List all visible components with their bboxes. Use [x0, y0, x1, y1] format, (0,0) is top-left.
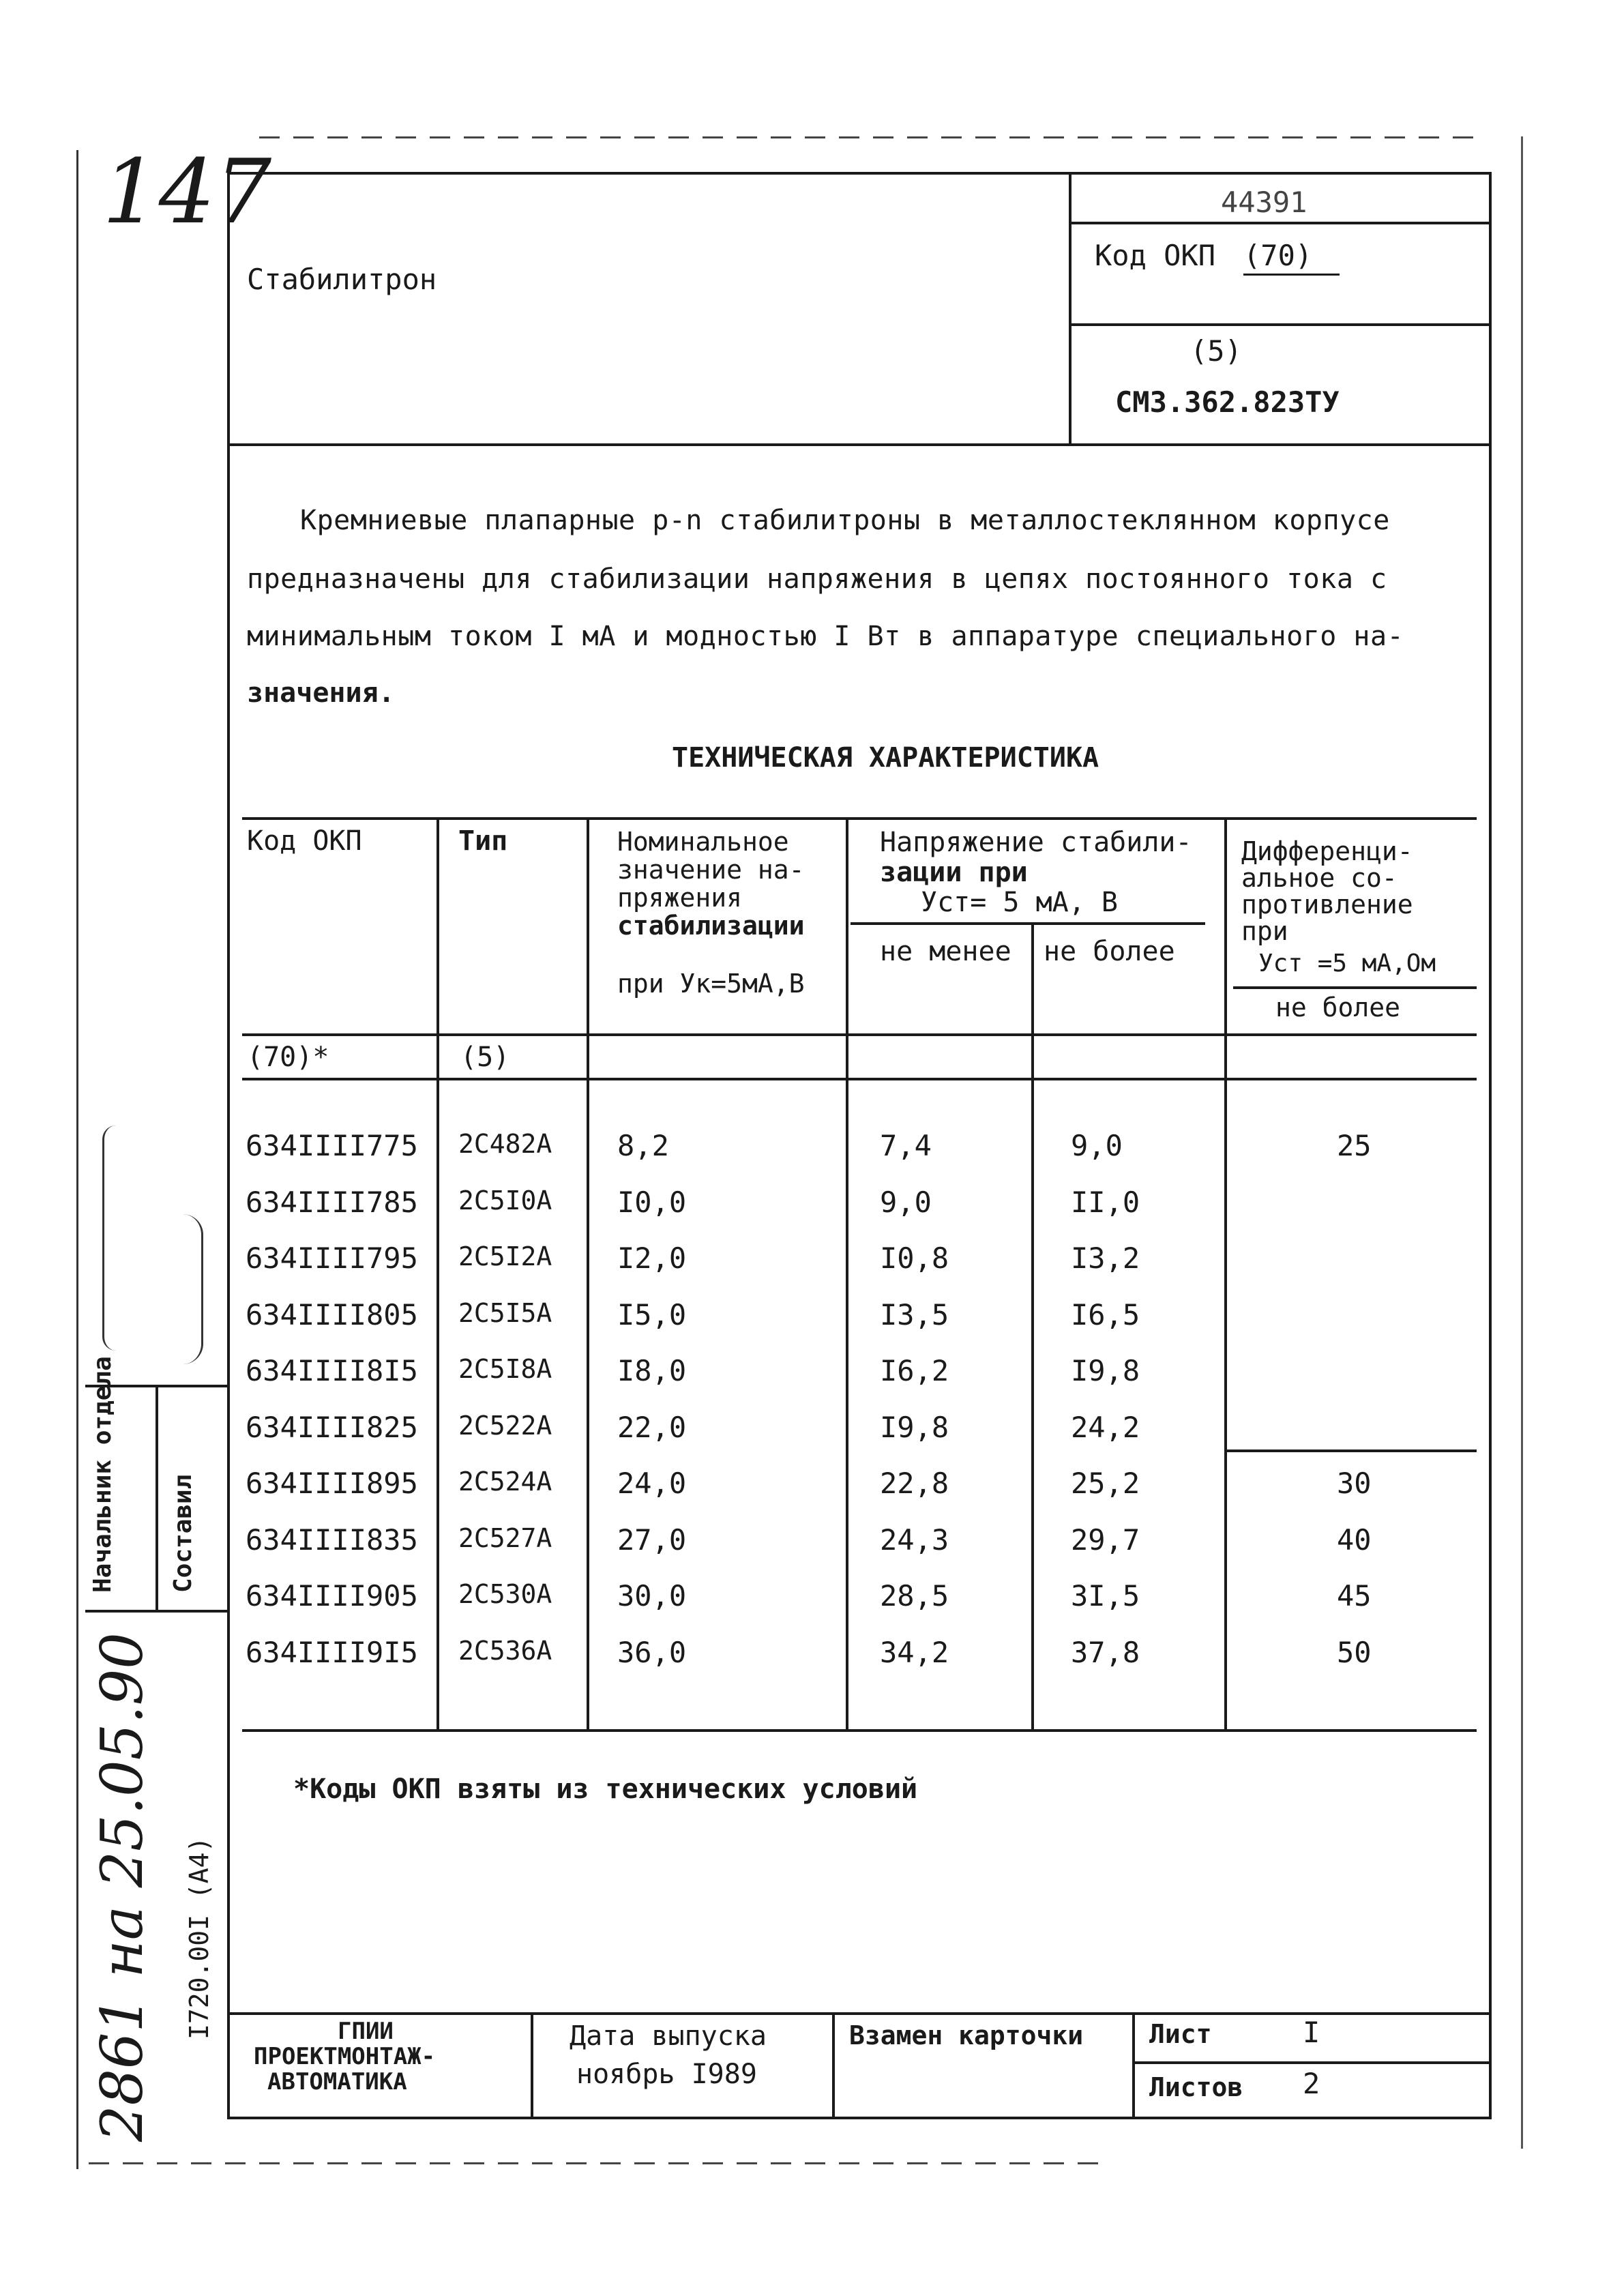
header-diff-3: противление [1241, 889, 1413, 919]
table-cell-code: 634IIII795 [246, 1241, 418, 1275]
header-nominal-1: Номинальное [617, 827, 789, 857]
header-nominal-3: пряжения [617, 883, 743, 913]
table-cell-type: 2С524А [458, 1467, 552, 1497]
table-cell-min: I6,2 [880, 1354, 949, 1387]
footer-sheet-rule [1132, 2061, 1492, 2064]
description-line-2: предназначены для стабилизации напряжения в цепях постоянного тока с [247, 563, 1387, 595]
table-cell-max: I6,5 [1071, 1297, 1140, 1331]
right-binding-line [1521, 136, 1523, 2149]
stamp-number: 44391 [1221, 186, 1307, 219]
table-cell-diff: 50 [1337, 1635, 1372, 1669]
table-cell-type: 2С530А [458, 1579, 552, 1609]
header-bottom-rule [227, 443, 1492, 446]
header-nominal-5: при Ук=5мА,В [617, 969, 805, 999]
table-cell-type: 2С482А [458, 1129, 552, 1159]
section-title: ТЕХНИЧЕСКАЯ ХАРАКТЕРИСТИКА [672, 742, 1099, 774]
footer-sheet-label: Лист [1149, 2019, 1212, 2049]
footer-sheet-value: I [1303, 2016, 1320, 2049]
header-voltage-3: Уст= 5 мА, В [921, 887, 1118, 918]
footer-sheets-label: Листов [1149, 2072, 1243, 2102]
table-cell-type: 2С5I8А [458, 1354, 552, 1384]
stamp-rule [1069, 222, 1492, 224]
side-label-compiled: Составил [169, 1474, 197, 1593]
table-cell-max: I9,8 [1071, 1354, 1140, 1387]
top-scan-dashes [259, 136, 1487, 138]
table-cell-max: 24,2 [1071, 1410, 1140, 1444]
table-cell-code: 634IIII775 [246, 1129, 418, 1162]
footnote: *Коды ОКП взяты из технических условий [293, 1773, 918, 1805]
header-voltage-2: зации при [880, 857, 1028, 888]
table-cell-min: 9,0 [880, 1185, 932, 1219]
table-cell-type: 2С522А [458, 1410, 552, 1441]
header-max: не более [1044, 936, 1175, 967]
diff-subheader-rule [1233, 986, 1477, 989]
code-row-code: (70)* [247, 1042, 329, 1073]
table-cell-type: 2С5I2А [458, 1241, 552, 1271]
table-cell-type: 2С5I0А [458, 1185, 552, 1216]
header-divider [1069, 172, 1071, 445]
table-cell-nominal: 36,0 [617, 1635, 687, 1669]
signature-compiled [174, 1214, 203, 1364]
table-cell-code: 634IIII785 [246, 1185, 418, 1219]
left-binding-line [76, 150, 78, 2169]
footer-sheets-value: 2 [1303, 2067, 1320, 2100]
table-top-rule [242, 817, 1477, 820]
tu-number: СМЗ.362.823ТУ [1115, 385, 1340, 419]
footer-divider-3 [1132, 2012, 1135, 2119]
table-cell-type: 2С527А [458, 1522, 552, 1553]
table-cell-max: II,0 [1071, 1185, 1140, 1219]
table-cell-type: 2С5I5А [458, 1297, 552, 1328]
table-code-rule [242, 1078, 1477, 1080]
description-line-1: Кремниевые плапарные p-n стабилитроны в металлостеклянном корпусе [300, 505, 1390, 536]
table-cell-nominal: 22,0 [617, 1410, 687, 1444]
col-rule-3 [846, 817, 848, 1731]
table-cell-nominal: 24,0 [617, 1467, 687, 1500]
table-cell-max: 37,8 [1071, 1635, 1140, 1669]
header-min: не менее [880, 936, 1011, 967]
table-cell-min: I3,5 [880, 1297, 949, 1331]
footer-replaces-label: Взамен карточки [849, 2020, 1084, 2050]
code-row-type: (5) [460, 1042, 510, 1073]
table-cell-max: 25,2 [1071, 1467, 1140, 1500]
header-code: Код ОКП [247, 825, 362, 857]
table-cell-nominal: I2,0 [617, 1241, 687, 1275]
table-cell-max: 3I,5 [1071, 1579, 1140, 1613]
table-cell-nominal: 8,2 [617, 1129, 669, 1162]
table-cell-code: 634IIII825 [246, 1410, 418, 1444]
header-nominal-2: значение на- [617, 855, 805, 885]
table-cell-min: 34,2 [880, 1635, 949, 1669]
header-nominal-4: стабилизации [617, 911, 805, 941]
handwritten-margin-note: 2861 на 25.05.90 [89, 1632, 156, 2142]
side-block-divider [156, 1385, 158, 1610]
table-cell-code: 634IIII8I5 [246, 1354, 418, 1387]
header-diff-2: альное со- [1241, 863, 1398, 893]
table-header-rule [242, 1033, 1477, 1036]
table-cell-min: 7,4 [880, 1129, 932, 1162]
table-cell-max: 9,0 [1071, 1129, 1123, 1162]
side-form-code: I720.00I (А4) [184, 1836, 214, 2040]
footer-release-date: ноябрь I989 [576, 2059, 757, 2090]
col-rule-5 [1224, 817, 1227, 1731]
handwritten-page-number: 147 [102, 140, 272, 244]
table-cell-code: 634IIII895 [246, 1467, 418, 1500]
table-cell-nominal: I8,0 [617, 1354, 687, 1387]
table-cell-min: 24,3 [880, 1522, 949, 1557]
header-diff-5: Уст =5 мА,Ом [1258, 950, 1436, 977]
table-cell-min: I0,8 [880, 1241, 949, 1275]
table-cell-type: 2С536А [458, 1635, 552, 1666]
product-name: Стабилитрон [247, 263, 437, 296]
table-cell-nominal: I0,0 [617, 1185, 687, 1219]
col-rule-2 [587, 817, 589, 1731]
header-diff-4: при [1241, 916, 1288, 946]
table-cell-diff: 25 [1337, 1129, 1372, 1162]
table-cell-code: 634IIII835 [246, 1522, 418, 1557]
side-label-dept-head: Начальник отдела [89, 1356, 117, 1593]
table-cell-code: 634IIII905 [246, 1579, 418, 1613]
table-cell-min: 28,5 [880, 1579, 949, 1613]
table-cell-max: 29,7 [1071, 1522, 1140, 1557]
footer-org-3: АВТОМАТИКА [267, 2068, 407, 2095]
table-cell-diff: 30 [1337, 1467, 1372, 1500]
description-line-3: минимальным током I мА и модностью I Вт в аппаратуре специального на- [247, 621, 1404, 652]
table-cell-diff: 45 [1337, 1579, 1372, 1613]
okp-rule [1069, 323, 1492, 326]
col-rule-1 [437, 817, 439, 1731]
signature-dept-head [102, 1125, 132, 1351]
table-cell-nominal: I5,0 [617, 1297, 687, 1331]
header-diff-1: Дифференци- [1241, 836, 1413, 866]
diff-group-rule [1224, 1449, 1477, 1452]
footer-divider-2 [832, 2012, 835, 2119]
table-cell-code: 634IIII9I5 [246, 1635, 418, 1669]
footer-org-1: ГПИИ [338, 2018, 394, 2045]
side-block-bottom-rule [85, 1610, 228, 1613]
header-diff-6: не более [1275, 992, 1401, 1022]
table-cell-nominal: 27,0 [617, 1522, 687, 1557]
footer-divider-1 [531, 2012, 533, 2119]
bottom-scan-dashes [89, 2162, 1112, 2164]
table-cell-nominal: 30,0 [617, 1579, 687, 1613]
okp-code-label: Код ОКП [1095, 239, 1216, 272]
table-cell-max: I3,2 [1071, 1241, 1140, 1275]
header-voltage-1: Напряжение стабили- [880, 827, 1192, 858]
table-cell-diff: 40 [1337, 1522, 1372, 1557]
voltage-subheader-rule [851, 922, 1205, 925]
footer-org-2: ПРОЕКТМОНТАЖ- [254, 2043, 436, 2070]
table-cell-min: 22,8 [880, 1467, 949, 1500]
footer-release-label: Дата выпуска [570, 2020, 767, 2052]
table-cell-code: 634IIII805 [246, 1297, 418, 1331]
description-line-4: значения. [247, 677, 395, 709]
col-rule-4 [1031, 922, 1034, 1731]
footer-top-rule [227, 2012, 1492, 2015]
okp-code-value: (70) [1243, 239, 1340, 276]
tu-class: (5) [1190, 334, 1242, 368]
table-cell-min: I9,8 [880, 1410, 949, 1444]
table-bottom-rule [242, 1729, 1477, 1732]
header-type: Тип [458, 825, 508, 857]
